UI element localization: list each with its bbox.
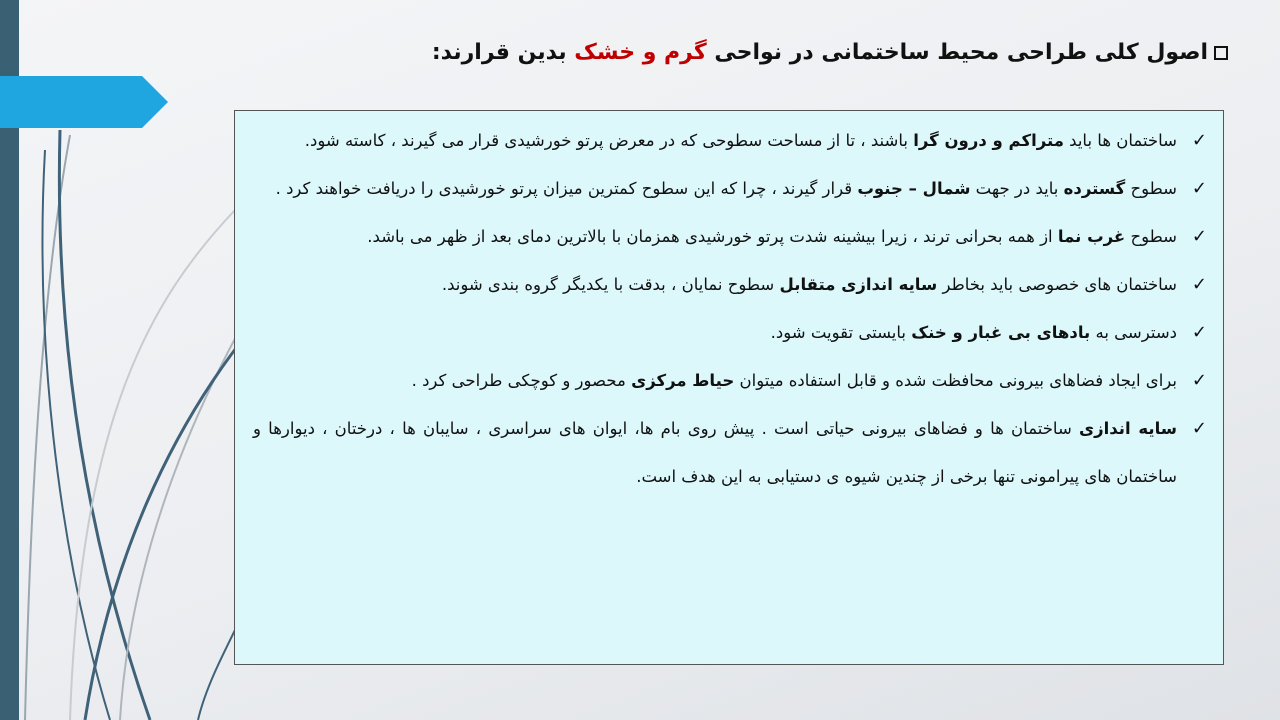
bullet-text: ساختمان ها باید [1063, 131, 1177, 150]
bullet-bold-text: سایه اندازی متقابل [779, 275, 938, 294]
bullet-item [253, 357, 1207, 405]
bullet-bold-text: گسترده [1063, 179, 1126, 198]
bullet-bold-text: بادهای بی غبار و خنک [911, 323, 1091, 342]
bullet-text: برای ایجاد فضاهای بیرونی محافظت شده و قابل استفاده میتوان [734, 371, 1177, 390]
bullet-text: قرار گیرند ، چرا که این سطوح کمترین میزان پرتو خورشیدی را دریافت خواهند کرد . [275, 179, 858, 198]
bullet-item [253, 213, 1207, 261]
bullet-bold-text: غرب نما [1057, 227, 1126, 246]
bullet-text: باشند ، تا از مساحت سطوحی که در معرض پرتو خورشیدی قرار می گیرند ، کاسته شود. [304, 131, 914, 150]
bullet-text: سطوح [1125, 227, 1177, 246]
bullet-item [253, 117, 1207, 165]
bullet-item [253, 261, 1207, 309]
checkbox-icon [1214, 46, 1228, 60]
bullet-text: از همه بحرانی ترند ، زیرا بیشینه شدت پرتو خورشیدی همزمان با بالاترین دمای بعد از ظهر می باشد. [367, 227, 1058, 246]
page-title [431, 40, 1228, 65]
title-highlight: گرم و خشک [574, 40, 707, 65]
bullet-bold-text: سایه اندازی [1079, 419, 1177, 438]
bullet-text: ساختمان های خصوصی باید بخاطر [937, 275, 1177, 294]
checkmark-icon: ✓ [1191, 130, 1207, 151]
checkmark-icon: ✓ [1191, 370, 1207, 391]
checkmark-icon: ✓ [1191, 274, 1207, 295]
checkmark-icon: ✓ [1191, 226, 1207, 247]
bullet-text: سطوح نمایان ، بدقت با یکدیگر گروه بندی شوند. [441, 275, 780, 294]
arrow-accent-tab [0, 76, 168, 128]
checkmark-icon: ✓ [1191, 418, 1207, 439]
bullet-bold-text: متراکم و درون گرا [913, 131, 1064, 150]
bullet-item [253, 165, 1207, 213]
bullet-bold-text: شمال – جنوب [857, 179, 971, 198]
checkmark-icon: ✓ [1191, 322, 1207, 343]
bullet-text: سطوح [1125, 179, 1177, 198]
bullet-bold-text: حیاط مرکزی [631, 371, 735, 390]
bullet-item [253, 405, 1207, 501]
checkmark-icon: ✓ [1191, 178, 1207, 199]
title-text-end: بدین قرارند: [431, 40, 575, 65]
bullet-item [253, 309, 1207, 357]
content-box [234, 110, 1224, 665]
bullet-text: ساختمان ها و فضاهای بیرونی حیاتی است . پیش روی بام ها، ایوان های سراسری ، سایبان ها ، درختان ، دیوارها و ساختمان های پیرامونی تنها برخی از چندین شیوه ی دستیابی به این هدف است. [253, 419, 1177, 486]
bullet-text: باید در جهت [970, 179, 1064, 198]
bullet-text: بایستی تقویت شود. [770, 323, 912, 342]
title-text: اصول کلی طراحی محیط ساختمانی در نواحی [706, 40, 1208, 65]
bullet-text: دسترسی به [1090, 323, 1177, 342]
bullet-text: محصور و کوچکی طراحی کرد . [411, 371, 632, 390]
